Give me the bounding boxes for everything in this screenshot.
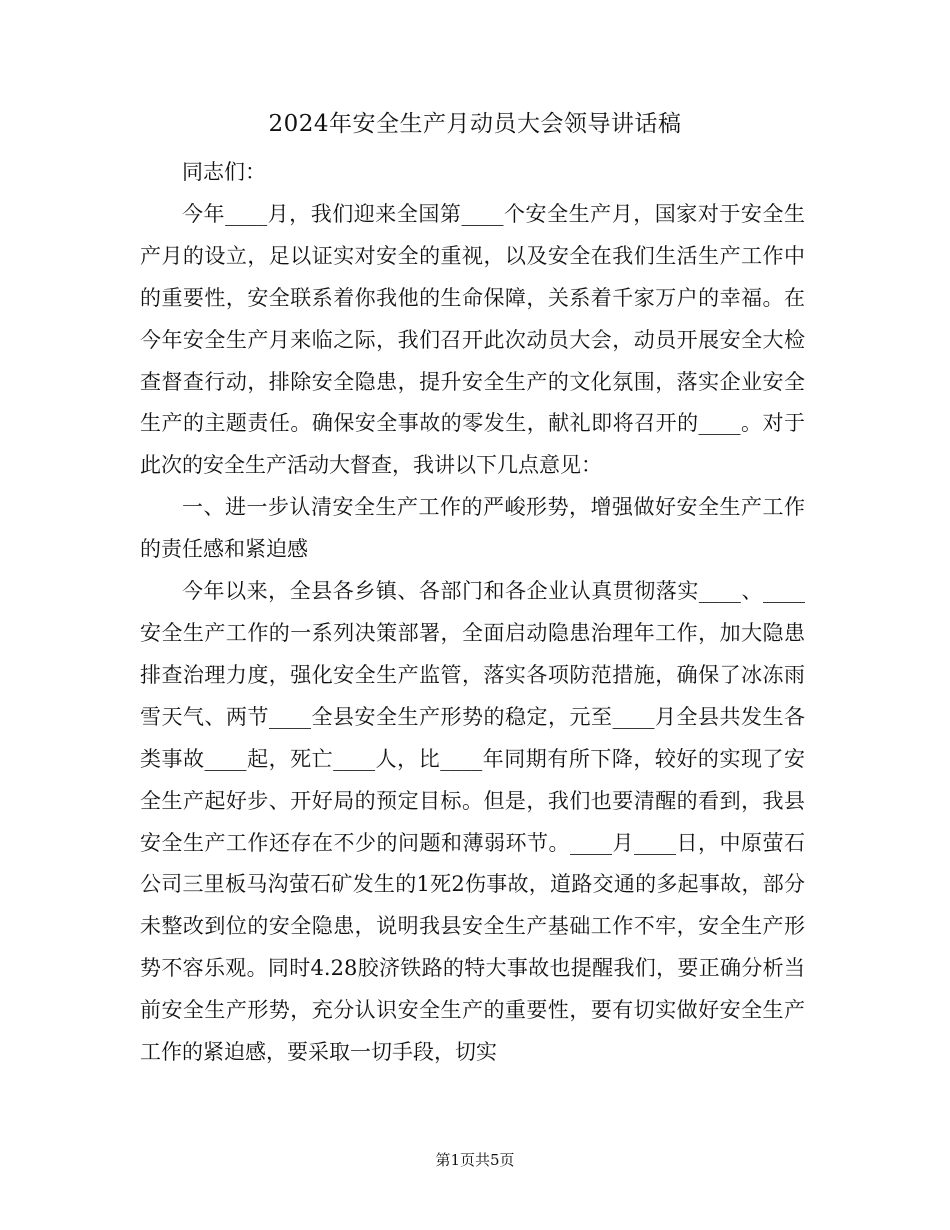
document-title: 2024年安全生产月动员大会领导讲话稿 <box>268 111 682 137</box>
paragraph-intro: 今年____月，我们迎来全国第____个安全生产月，国家对于安全生产月的设立，足以证实对安全的重视，以及安全在我们生活生产工作中的重要性，安全联系着你我他的生命保障，关系着千家万户的幸福。在今年安全生产月来临之际，我们召开此次动员大会，动员开展安全大检查督查行动，排除安全隐患，提升安全生产的文化氛围，落实企业安全生产的主题责任。确保安全事故的零发生，献礼即将召开的____。对于此次的安全生产活动大督查，我讲以下几点意见： <box>140 201 805 478</box>
page-footer: 第1页共5页 <box>435 1151 515 1169</box>
paragraph-salutation: 同志们： <box>182 160 266 184</box>
document-body <box>140 152 805 1074</box>
paragraph-section-heading: 一、进一步认清安全生产工作的严峻形势，增强做好安全生产工作的责任感和紧迫感 <box>140 495 805 562</box>
paragraph-situation: 今年以来，全县各乡镇、各部门和各企业认真贯彻落实____、____安全生产工作的一系列决策部署，全面启动隐患治理年工作，加大隐患排查治理力度，强化安全生产监管，落实各项防范措施，确保了冰冻雨雪天气、两节____全县安全生产形势的稳定，元至____月全县共发生各类事故____起，死亡____人，比____年同期有所下降，较好的实现了安全生产起好步、开好局的预定目标。但是，我们也要清醒的看到，我县安全生产工作还存在不少的问题和薄弱环节。____月____日，中原萤石公司三里板马沟萤石矿发生的1死2伤事故，道路交通的多起事故，部分未整改到位的安全隐患，说明我县安全生产基础工作不牢，安全生产形势不容乐观。同时4.28胶济铁路的特大事故也提醒我们，要正确分析当前安全生产形势，充分认识安全生产的重要性，要有切实做好安全生产工作的紧迫感，要采取一切手段，切实 <box>140 579 805 1065</box>
